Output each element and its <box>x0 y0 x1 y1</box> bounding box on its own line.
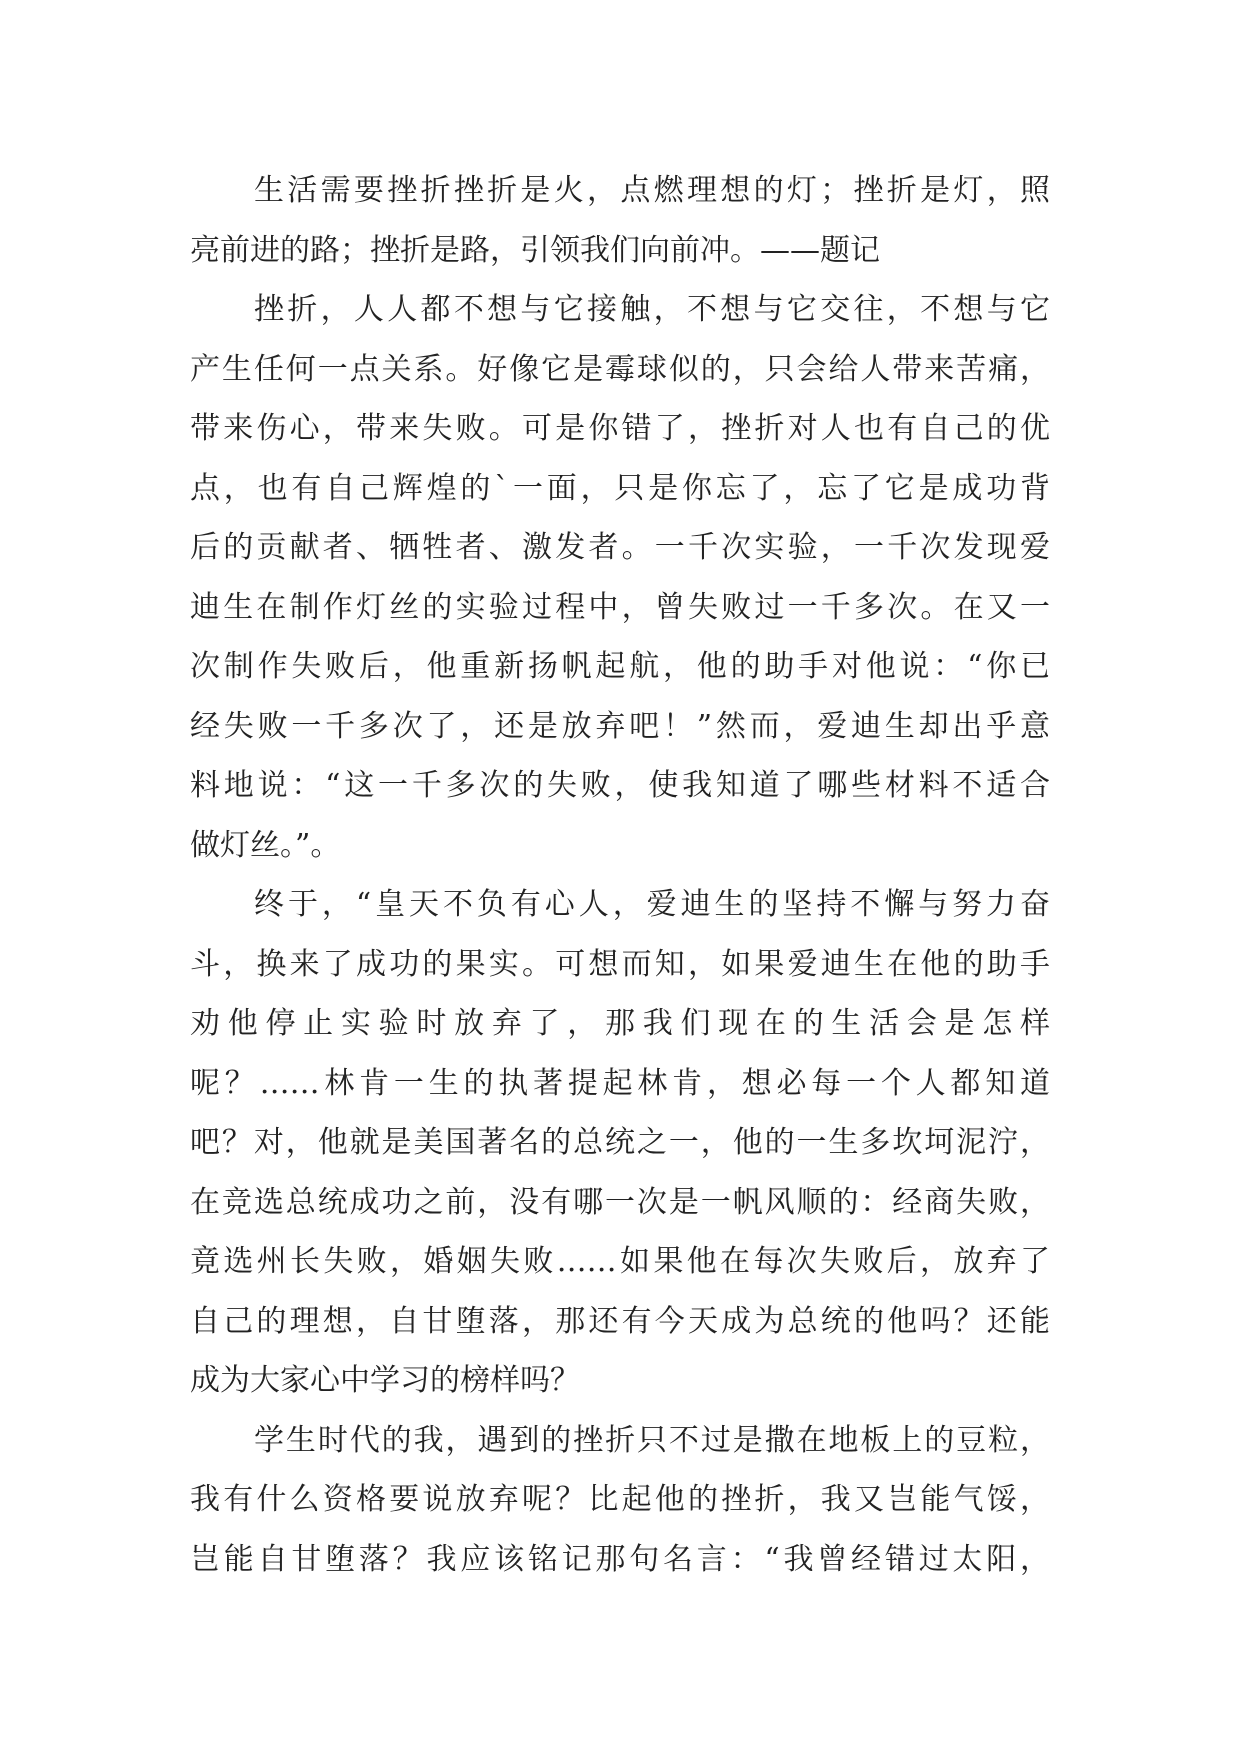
text-line: 产生任何一点关系。好像它是霉球似的，只会给人带来苦痛， <box>190 351 1050 387</box>
text-line: 迪生在制作灯丝的实验过程中，曾失败过一千多次。在又一 <box>190 589 1050 625</box>
text-line: 经失败一千多次了，还是放弃吧！”然而，爱迪生却出乎意 <box>190 708 1050 744</box>
text-line: 竟选州长失败，婚姻失败……如果他在每次失败后，放弃了 <box>190 1244 1050 1279</box>
text-line: 呢？……林肯一生的执著提起林肯，想必每一个人都知道 <box>190 1065 1050 1101</box>
text-line: 我有什么资格要说放弃呢？比起他的挫折，我又岂能气馁， <box>190 1482 1050 1517</box>
text-line: 岂能自甘堕落？我应该铭记那句名言：“我曾经错过太阳， <box>190 1541 1050 1577</box>
text-line: 斗，换来了成功的果实。可想而知，如果爱迪生在他的助手 <box>190 946 1050 982</box>
text-line: 亮前进的路；挫折是路，引领我们向前冲。——题记 <box>190 232 880 268</box>
essay-body <box>190 161 1050 1589</box>
text-line: 次制作失败后，他重新扬帆起航，他的助手对他说：“你已 <box>190 649 1050 684</box>
text-line: 做灯丝。”。 <box>190 827 341 863</box>
text-line: 料地说：“这一千多次的失败，使我知道了哪些材料不适合 <box>190 768 1050 803</box>
text-line: 终于，“皇天不负有心人，爱迪生的坚持不懈与努力奋 <box>254 887 1050 922</box>
text-line: 后的贡献者、牺牲者、激发者。一千次实验，一千次发现爱 <box>190 530 1050 565</box>
text-line: 成为大家心中学习的榜样吗？ <box>190 1363 580 1398</box>
text-line: 劝他停止实验时放弃了，那我们现在的生活会是怎样 <box>190 1006 1050 1041</box>
text-line: 在竞选总统成功之前，没有哪一次是一帆风顺的：经商失败， <box>190 1184 1050 1220</box>
text-line: 生活需要挫折挫折是火，点燃理想的灯；挫折是灯，照 <box>254 173 1050 208</box>
text-line: 带来伤心，带来失败。可是你错了，挫折对人也有自己的优 <box>190 411 1050 446</box>
text-line: 学生时代的我，遇到的挫折只不过是撒在地板上的豆粒， <box>254 1422 1050 1458</box>
text-line: 吧？对，他就是美国著名的总统之一，他的一生多坎坷泥泞， <box>190 1125 1050 1160</box>
text-line: 挫折，人人都不想与它接触，不想与它交往，不想与它 <box>254 292 1050 327</box>
text-line: 点，也有自己辉煌的`一面，只是你忘了，忘了它是成功背 <box>190 470 1050 506</box>
text-line: 自己的理想，自甘堕落，那还有今天成为总统的他吗？还能 <box>190 1303 1050 1339</box>
